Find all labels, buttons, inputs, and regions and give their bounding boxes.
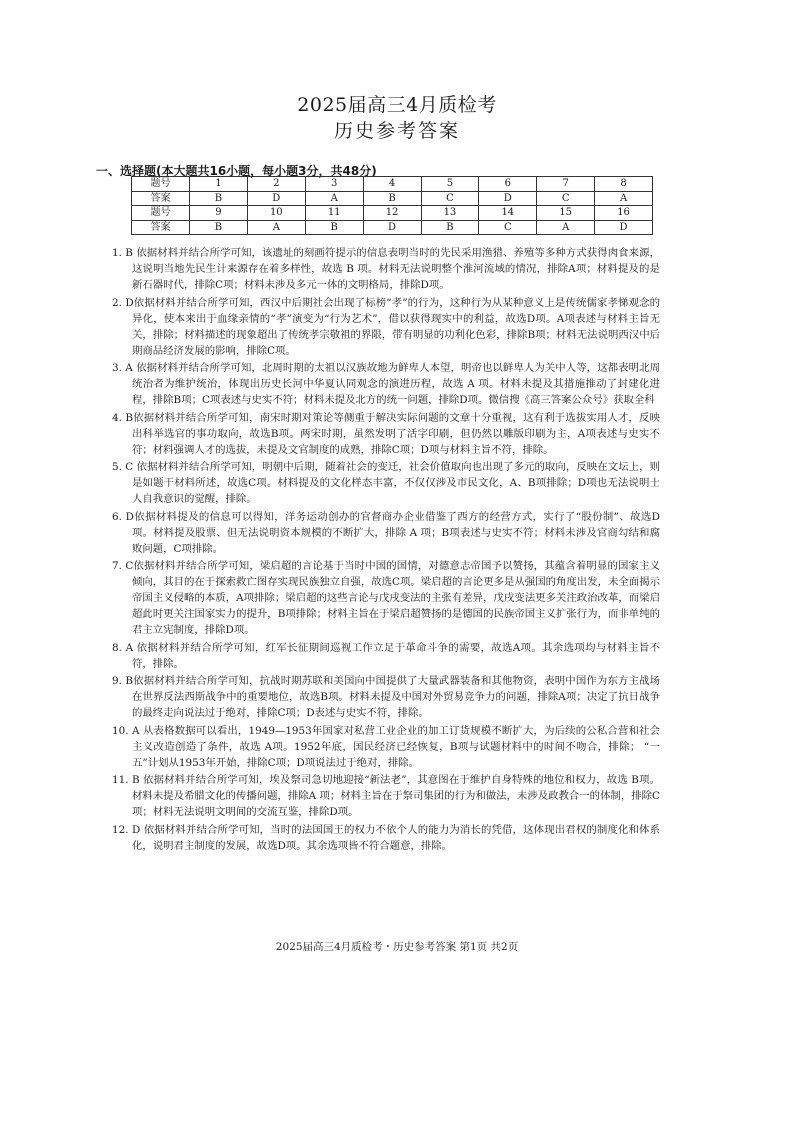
answer-letter: A xyxy=(595,191,653,206)
answer-letter: A xyxy=(537,220,595,235)
answer-letter: B xyxy=(190,191,248,206)
question-number: 12 xyxy=(363,206,421,221)
explanation-item: 4. B依据材料并结合所学可知，南宋时期对策论等侧重于解决实际问题的文章十分重视，这有利于选拔实用人才，反映出科举选官的事功取向，故选B项。两宋时期，虽然发明了活字印刷，但仍然以雕版印刷为主，A项表述与史实不符；材料强调人才的选拔，未提及文官制度的成熟，排除C项；D项与材料主旨不符，排除。 xyxy=(112,411,660,456)
question-number: 6 xyxy=(479,177,537,192)
answer-letter: D xyxy=(595,220,653,235)
explanation-item: 7. C依据材料并结合所学可知，梁启超的言论基于当时中国的国情，对德意志帝国予以赞扬，其蕴含着明显的国家主义倾向，其目的在于探索救亡图存实现民族独立自强，故选C项。梁启超的言论更多是从强国的角度出发，未全面揭示帝国主义侵略的本质，A项排除；梁启超的这些言论与戊戌变法的主张有差异，戊戌变法更多关注政治改革，而梁启超此时更关注国家实力的提升，B项排除；材料主旨在于梁启超赞扬的是德国的民族帝国主义扩张行为，而非单纯的君主立宪制度，排除D项。 xyxy=(112,560,660,636)
question-number: 10 xyxy=(247,206,305,221)
doc-subtitle: 历史参考答案 xyxy=(333,120,460,142)
table-row-question-numbers xyxy=(132,206,653,221)
question-number: 7 xyxy=(537,177,595,192)
question-number: 14 xyxy=(479,206,537,221)
explanation-item: 6. D依据材料提及的信息可以得知，洋务运动创办的官督商办企业借鉴了西方的经营方式，实行了“股份制”、故选D项。材料提及股票、但无法说明资本规模的不断扩大，排除 A 项；B项表述与史实不符；材料未涉及官商勾结和腐败问题，C项排除。 xyxy=(112,510,660,555)
answer-letter: B xyxy=(305,220,363,235)
answer-letter: A xyxy=(305,191,363,206)
explanation-item: 12. D 依据材料并结合所学可知，当时的法国国王的权力不依个人的能力为消长的凭借，这体现出君权的制度化和体系化，说明君主制度的发展，故选D项。其余选项皆不符合题意，排除。 xyxy=(112,823,660,852)
answer-table xyxy=(131,176,653,235)
answer-letter: D xyxy=(479,191,537,206)
explanation-item: 1. B 依据材料并结合所学可知，该遗址的刻画符提示的信息表明当时的先民采用渔猎、养殖等多种方式获得肉食来源，这说明当地先民生计来源存在着多样性，故选 B 项。材料无法说明整个淮河流域的情况，排除A项；材料提及的是新石器时代，排除C项；材料未涉及多元一体的文明格局，排除D项。 xyxy=(112,247,660,291)
row-label: 答案 xyxy=(132,191,190,206)
table-row-answers xyxy=(132,220,653,235)
answer-letter: C xyxy=(537,191,595,206)
answer-letter: D xyxy=(363,220,421,235)
answer-letter: D xyxy=(247,191,305,206)
answer-letter: B xyxy=(421,220,479,235)
question-number: 11 xyxy=(305,206,363,221)
explanation-item: 8. A 依据材料并结合所学可知，红军长征期间巡视工作立足于革命斗争的需要，故选A项。其余选项均与材料主旨不符，排除。 xyxy=(112,641,660,670)
question-number: 8 xyxy=(595,177,653,192)
question-number: 9 xyxy=(190,206,248,221)
explanation-item: 10. A 从表格数据可以看出，1949—1953年国家对私营工业企业的加工订货规模不断扩大，为后续的公私合营和社会主义改造创造了条件，故选 A项。1952年底，国民经济已经恢复，B项与试题材料中的时间不吻合，排除； “一五”计划从1953年开始，排除C项；D项说法过于绝对，排除。 xyxy=(112,724,660,769)
row-label: 题号 xyxy=(132,177,190,192)
explanation-item: 3. A 依据材料并结合所学可知，北周时期的太祖以汉族故地为鲜卑人本望，明帝也以鲜卑人为关中人等，这都表明北周统治者为维护统治，体现出历史长河中华夏认同观念的演进历程，故选 A 项。材料未提及其措施推动了封建化进程，排除B项；C项表述与史实不符；材料未提及北方的统一问题，排除D项。微信搜《高三答案公众号》获取全科 xyxy=(112,362,660,406)
question-number: 1 xyxy=(190,177,248,192)
page-footer: 2025届高三4月质检考・历史参考答案 第1页 共2页 xyxy=(275,941,519,953)
answer-letter: B xyxy=(363,191,421,206)
answer-letter: B xyxy=(190,220,248,235)
row-label: 题号 xyxy=(132,206,190,221)
explanation-item: 9. B依据材料并结合所学可知，抗战时期苏联和美国向中国提供了大量武器装备和其他物资，表明中国作为东方主战场在世界反法西斯战争中的重要地位，故选B项。材料未提及中国对外贸易竞争力的问题，排除A项；决定了抗日战争的最终走向说法过于绝对，排除C项；D表述与史实不符，排除。 xyxy=(112,675,660,719)
explanations xyxy=(112,245,660,855)
answer-letter: A xyxy=(247,220,305,235)
question-number: 4 xyxy=(363,177,421,192)
question-number: 2 xyxy=(247,177,305,192)
answer-letter: C xyxy=(421,191,479,206)
question-number: 15 xyxy=(537,206,595,221)
table-row-question-numbers xyxy=(132,177,653,192)
explanation-item: 2. D依据材料并结合所学可知，西汉中后期社会出现了标榜“孝”的行为，这种行为从某种意义上是传统儒家孝悌观念的异化，使本来出于血缘亲情的“孝”演变为“行为艺术”，借以获得现实中的利益，故选D项。A项表述与材料主旨无关，排除；材料描述的现象超出了传统孝宗敬祖的界限，带有明显的功利化色彩，排除B项；材料无法说明西汉中后期商品经济发展的影响，排除C项。 xyxy=(112,296,660,357)
doc-title: 2025届高三4月质检考 xyxy=(297,94,497,116)
table-row-answers xyxy=(132,191,653,206)
question-number: 3 xyxy=(305,177,363,192)
section-heading: 一、选择题(本大题共16小题，每小题3分，共48分) xyxy=(96,164,377,178)
explanation-item: 11. B 依据材料并结合所学可知，埃及祭司急切地迎接“新法老”，其意图在于维护自身特殊的地位和权力，故选 B项。材料未提及希腊文化的传播问题，排除A 项；材料主旨在于祭司集团的行为和做法，未涉及政教合一的体制，排除C项；材料无法说明文明间的交流互鉴，排除D项。 xyxy=(112,774,660,818)
row-label: 答案 xyxy=(132,220,190,235)
question-number: 13 xyxy=(421,206,479,221)
question-number: 16 xyxy=(595,206,653,221)
explanation-item: 5. C 依据材料并结合所学可知，明朝中后期，随着社会的变迁，社会价值取向也出现了多元的取向，反映在文坛上，则是如题干材料所述，故选C项。材料提及的文化样态丰富，不仅仅涉及市民文化，A、B项排除；D项也无法说明士人自我意识的觉醒，排除。 xyxy=(112,461,660,505)
question-number: 5 xyxy=(421,177,479,192)
answer-letter: C xyxy=(479,220,537,235)
